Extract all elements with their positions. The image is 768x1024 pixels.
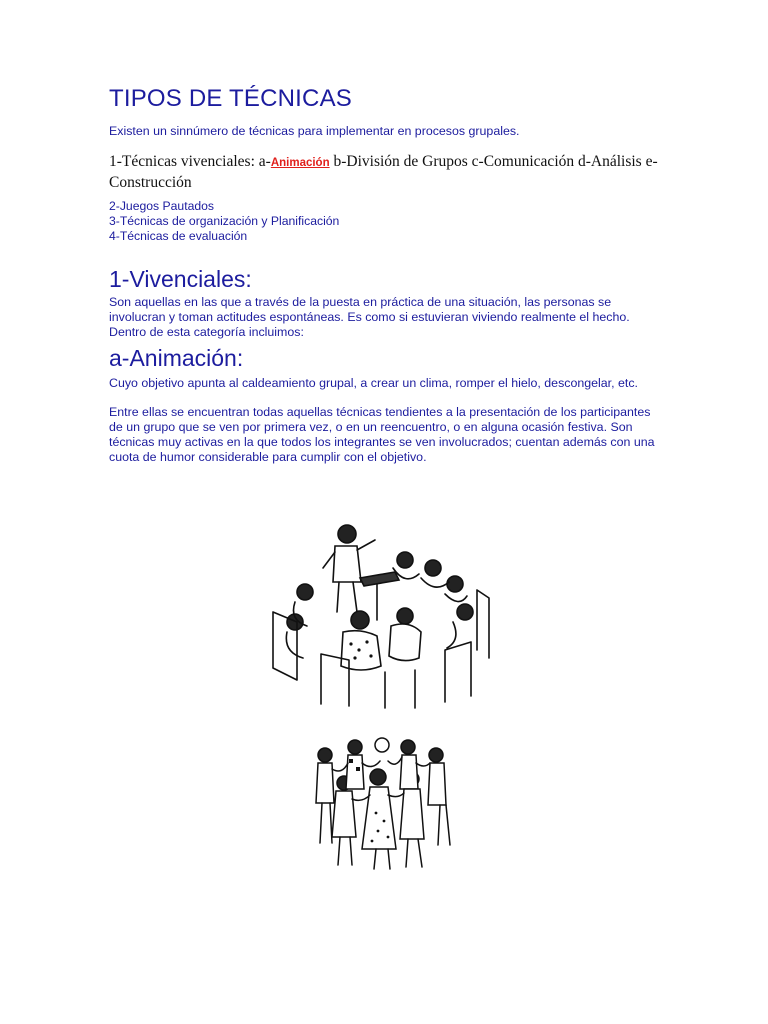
intro-text: Existen un sinnúmero de técnicas para implementar en procesos grupales. (109, 124, 520, 138)
list-item: 4-Técnicas de evaluación (109, 229, 248, 243)
types-prefix: 1-Técnicas vivenciales: a- (109, 153, 271, 170)
animacion-link[interactable]: Animación (270, 157, 330, 169)
page-title: TIPOS DE TÉCNICAS (109, 85, 353, 112)
techniques-list (109, 199, 339, 244)
techniques-types-line (109, 152, 669, 192)
animacion-text-2: Entre ellas se encuentran todas aquellas técnicas tendientes a la presentación de los participantes de un grupo que se ven por primera vez, o en un reencuentro, o en alguna ocasión festiva. Son técnicas muy activas en la que todos los integrantes se ven involucrados; cuentan además con una cuota de humor considerable para cumplir con el objetivo. (109, 405, 655, 464)
vivenciales-heading: 1-Vivenciales: (109, 266, 252, 292)
standing-circle-illustration (300, 733, 465, 875)
list-item: 2-Juegos Pautados (109, 199, 215, 213)
group-circle-illustration (265, 520, 500, 710)
animacion-heading: a-Animación: (109, 345, 244, 371)
vivenciales-text: Son aquellas en las que a través de la puesta en práctica de una situación, las personas se involucran y toman actitudes espontáneas. Es como si estuvieran viviendo realmente el hecho. Dentro de esta categoría incluimos: (109, 295, 630, 339)
animacion-text-1: Cuyo objetivo apunta al caldeamiento grupal, a crear un clima, romper el hielo, descongelar, etc. (109, 376, 638, 390)
types-suffix: b-División de Grupos c-Comunicación d-Análisis e-Construcción (109, 153, 658, 191)
list-item: 3-Técnicas de organización y Planificación (109, 214, 340, 228)
